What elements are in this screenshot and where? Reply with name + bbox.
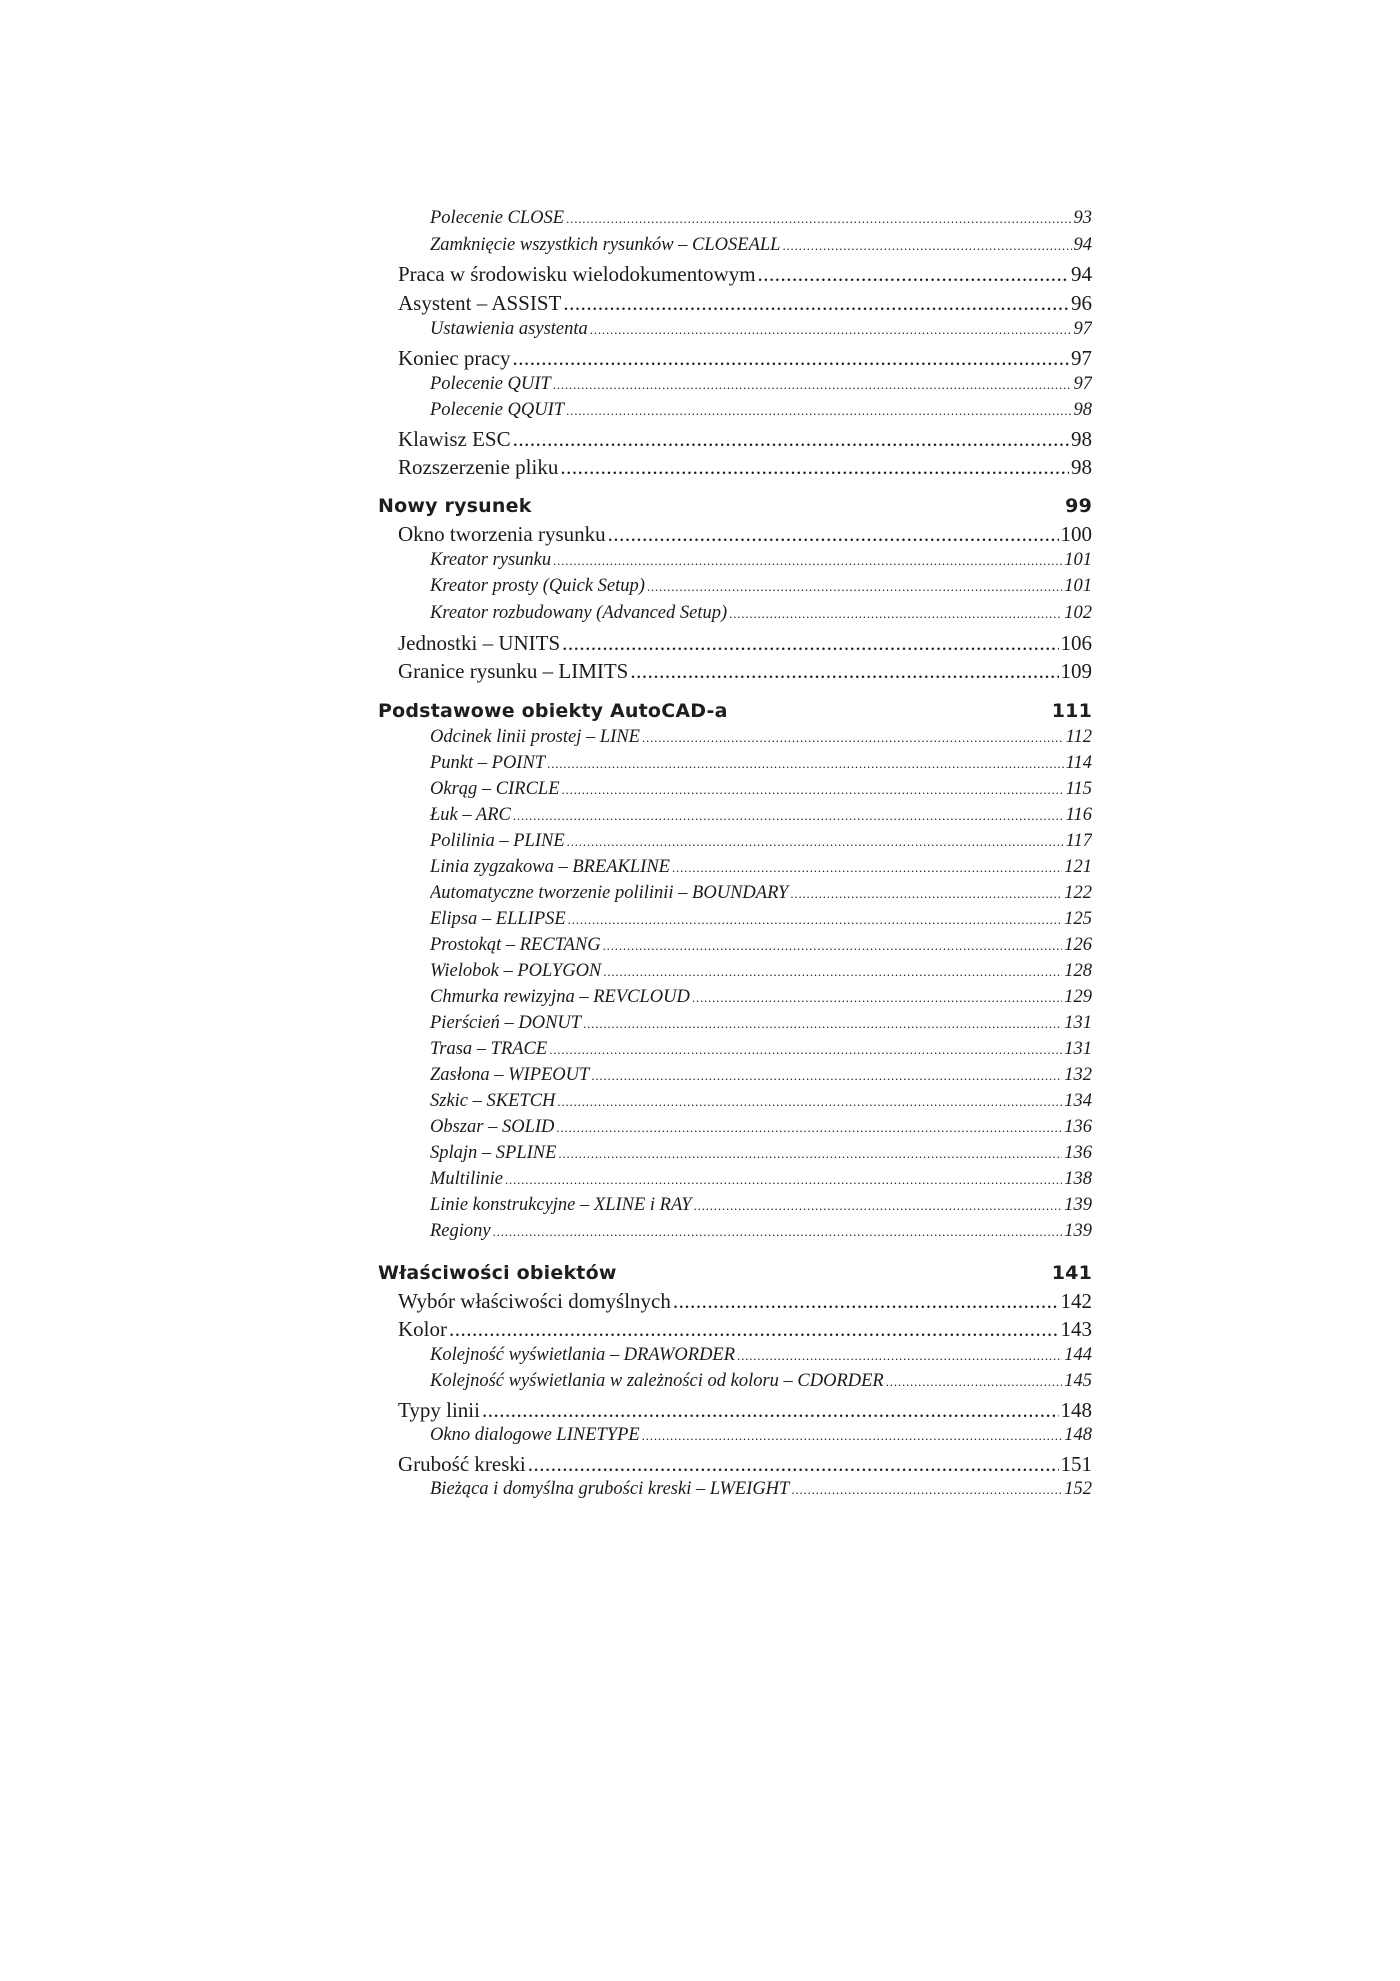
- entry-title: Jednostki – UNITS: [398, 631, 561, 655]
- dot-leader: [513, 427, 1069, 452]
- toc-entry: [398, 522, 1092, 548]
- entry-page-number: 94: [1071, 262, 1092, 286]
- entry-title: Regiony: [430, 1221, 491, 1241]
- dot-leader: [591, 1068, 1062, 1084]
- dot-leader: [603, 964, 1062, 980]
- dot-leader: [642, 1428, 1063, 1444]
- toc-entry: [430, 857, 1092, 879]
- entry-title: Linie konstrukcyjne – XLINE i RAY: [430, 1195, 692, 1215]
- entry-title: Multilinie: [430, 1169, 503, 1189]
- dot-leader: [556, 1120, 1062, 1136]
- entry-title: Kolejność wyświetlania – DRAWORDER: [430, 1345, 736, 1365]
- entry-page-number: 97: [1073, 374, 1092, 394]
- entry-page-number: 101: [1064, 576, 1092, 596]
- toc-entry: [430, 1143, 1092, 1165]
- toc-chapter-heading: [378, 495, 1092, 521]
- entry-title: Kreator prosty (Quick Setup): [430, 576, 645, 596]
- entry-title: Łuk – ARC: [430, 805, 511, 825]
- toc-entry: [398, 1452, 1092, 1478]
- toc-entry: [430, 319, 1092, 341]
- toc-entry: [398, 659, 1092, 685]
- dot-leader: [692, 990, 1062, 1006]
- entry-title: Automatyczne tworzenie polilinii – BOUNDARY: [430, 883, 789, 903]
- entry-page-number: 115: [1065, 779, 1092, 799]
- toc-chapter-heading: [378, 1262, 1092, 1288]
- entry-page-number: 148: [1060, 1398, 1092, 1422]
- entry-page-number: 112: [1065, 727, 1092, 747]
- entry-title: Okrąg – CIRCLE: [430, 779, 560, 799]
- entry-page-number: 128: [1064, 961, 1092, 981]
- entry-page-number: 136: [1064, 1117, 1092, 1137]
- dot-leader: [493, 1224, 1063, 1240]
- toc-entry: [398, 455, 1092, 481]
- toc-entry: [430, 831, 1092, 853]
- entry-page-number: 152: [1064, 1479, 1092, 1499]
- dot-leader: [729, 606, 1062, 622]
- toc-entry: [398, 631, 1092, 657]
- dot-leader: [758, 262, 1069, 287]
- dot-leader: [630, 659, 1058, 684]
- toc-entry: [398, 1317, 1092, 1343]
- entry-page-number: 132: [1064, 1065, 1092, 1085]
- entry-title: Wielobok – POLYGON: [430, 961, 602, 981]
- dot-leader: [583, 1016, 1062, 1032]
- toc-entry: [430, 935, 1092, 957]
- entry-page-number: 93: [1073, 208, 1092, 228]
- entry-page-number: 129: [1064, 987, 1092, 1007]
- toc-entry: [430, 550, 1092, 572]
- entry-title: Zasłona – WIPEOUT: [430, 1065, 590, 1085]
- entry-page-number: 106: [1060, 631, 1092, 655]
- entry-title: Pierścień – DONUT: [430, 1013, 582, 1033]
- entry-title: Szkic – SKETCH: [430, 1091, 556, 1111]
- entry-title: Okno tworzenia rysunku: [398, 522, 606, 546]
- toc-entry: [430, 961, 1092, 983]
- toc-entry: [430, 400, 1092, 422]
- toc-entry: [430, 603, 1092, 625]
- dot-leader: [608, 522, 1059, 547]
- entry-page-number: 102: [1064, 603, 1092, 623]
- toc-chapter-heading: [378, 700, 1092, 726]
- toc-entry: [430, 805, 1092, 827]
- entry-page-number: 141: [1051, 1262, 1092, 1284]
- toc-entry: [430, 753, 1092, 775]
- entry-page-number: 145: [1064, 1371, 1092, 1391]
- entry-title: Nowy rysunek: [378, 495, 532, 517]
- entry-title: Grubość kreski: [398, 1452, 526, 1476]
- toc-entry: [430, 727, 1092, 749]
- entry-page-number: 96: [1071, 291, 1092, 315]
- toc-entry: [430, 1221, 1092, 1243]
- entry-page-number: 138: [1064, 1169, 1092, 1189]
- entry-title: Odcinek linii prostej – LINE: [430, 727, 640, 747]
- entry-page-number: 126: [1064, 935, 1092, 955]
- dot-leader: [603, 938, 1063, 954]
- entry-title: Polecenie CLOSE: [430, 208, 565, 228]
- toc-entry: [430, 1479, 1092, 1501]
- toc-entry: [398, 291, 1092, 317]
- toc-entry: [430, 374, 1092, 396]
- dot-leader: [547, 756, 1064, 772]
- entry-page-number: 98: [1071, 455, 1092, 479]
- entry-page-number: 121: [1064, 857, 1092, 877]
- entry-title: Linia zygzakowa – BREAKLINE: [430, 857, 670, 877]
- entry-title: Zamknięcie wszystkich rysunków – CLOSEALL: [430, 235, 781, 255]
- toc-entry: [430, 987, 1092, 1009]
- entry-title: Polilinia – PLINE: [430, 831, 565, 851]
- dot-leader: [642, 730, 1064, 746]
- dot-leader: [566, 403, 1071, 419]
- entry-page-number: 122: [1064, 883, 1092, 903]
- entry-page-number: 100: [1060, 522, 1092, 546]
- entry-title: Elipsa – ELLIPSE: [430, 909, 566, 929]
- entry-page-number: 97: [1073, 319, 1092, 339]
- dot-leader: [694, 1198, 1063, 1214]
- toc-entry: [398, 262, 1092, 288]
- entry-page-number: 136: [1064, 1143, 1092, 1163]
- dot-leader: [562, 631, 1058, 656]
- entry-page-number: 98: [1073, 400, 1092, 420]
- entry-title: Polecenie QUIT: [430, 374, 551, 394]
- dot-leader: [562, 782, 1064, 798]
- toc-entry: [430, 1039, 1092, 1061]
- entry-page-number: 99: [1065, 495, 1092, 517]
- entry-page-number: 142: [1060, 1289, 1092, 1313]
- entry-title: Trasa – TRACE: [430, 1039, 548, 1059]
- entry-page-number: 116: [1065, 805, 1092, 825]
- toc-entry: [430, 883, 1092, 905]
- dot-leader: [790, 886, 1062, 902]
- dot-leader: [557, 1094, 1062, 1110]
- entry-page-number: 117: [1065, 831, 1092, 851]
- toc-entry: [398, 346, 1092, 372]
- entry-title: Prostokąt – RECTANG: [430, 935, 601, 955]
- entry-page-number: 101: [1064, 550, 1092, 570]
- entry-title: Koniec pracy: [398, 346, 511, 370]
- toc-entry: [430, 1013, 1092, 1035]
- entry-title: Typy linii: [398, 1398, 480, 1422]
- entry-title: Rozszerzenie pliku: [398, 455, 559, 479]
- toc-entry: [430, 235, 1092, 257]
- toc-entry: [430, 1371, 1092, 1393]
- entry-page-number: 114: [1065, 753, 1092, 773]
- dot-leader: [647, 579, 1062, 595]
- entry-title: Bieżąca i domyślna grubości kreski – LWEIGHT: [430, 1479, 790, 1499]
- entry-title: Kolejność wyświetlania w zależności od koloru – CDORDER: [430, 1371, 884, 1391]
- toc-entry: [430, 1091, 1092, 1113]
- toc-entry: [430, 909, 1092, 931]
- dot-leader: [782, 238, 1071, 254]
- toc-entry: [398, 1398, 1092, 1424]
- dot-leader: [568, 912, 1063, 928]
- toc-entry: [430, 1425, 1092, 1447]
- entry-title: Podstawowe obiekty AutoCAD-a: [378, 700, 728, 722]
- dot-leader: [553, 553, 1062, 569]
- entry-page-number: 139: [1064, 1195, 1092, 1215]
- entry-title: Splajn – SPLINE: [430, 1143, 557, 1163]
- toc-entry: [430, 208, 1092, 230]
- toc-entry: [430, 1169, 1092, 1191]
- dot-leader: [566, 211, 1071, 227]
- toc-entry: [430, 1345, 1092, 1367]
- dot-leader: [505, 1172, 1062, 1188]
- entry-page-number: 125: [1064, 909, 1092, 929]
- entry-page-number: 144: [1064, 1345, 1092, 1365]
- entry-title: Asystent – ASSIST: [398, 291, 562, 315]
- dot-leader: [673, 1289, 1059, 1314]
- entry-page-number: 134: [1064, 1091, 1092, 1111]
- toc-entry: [398, 1289, 1092, 1315]
- dot-leader: [449, 1317, 1059, 1342]
- entry-page-number: 111: [1051, 700, 1092, 722]
- entry-title: Polecenie QQUIT: [430, 400, 565, 420]
- dot-leader: [567, 834, 1064, 850]
- dot-leader: [513, 346, 1069, 371]
- dot-leader: [886, 1374, 1063, 1390]
- toc-entry: [430, 779, 1092, 801]
- entry-title: Ustawienia asystenta: [430, 319, 588, 339]
- entry-page-number: 109: [1060, 659, 1092, 683]
- entry-page-number: 151: [1060, 1452, 1092, 1476]
- dot-leader: [560, 455, 1069, 480]
- toc-entry: [430, 1117, 1092, 1139]
- dot-leader: [553, 377, 1072, 393]
- entry-page-number: 131: [1064, 1039, 1092, 1059]
- entry-title: Chmurka rewizyjna – REVCLOUD: [430, 987, 690, 1007]
- entry-title: Kreator rozbudowany (Advanced Setup): [430, 603, 728, 623]
- entry-title: Właściwości obiektów: [378, 1262, 617, 1284]
- toc-entry: [430, 1065, 1092, 1087]
- entry-title: Obszar – SOLID: [430, 1117, 555, 1137]
- toc-entry: [430, 576, 1092, 598]
- toc-entry: [398, 427, 1092, 453]
- entry-page-number: 98: [1071, 427, 1092, 451]
- entry-page-number: 131: [1064, 1013, 1092, 1033]
- dot-leader: [513, 808, 1064, 824]
- entry-page-number: 94: [1073, 235, 1092, 255]
- entry-title: Granice rysunku – LIMITS: [398, 659, 629, 683]
- entry-title: Klawisz ESC: [398, 427, 511, 451]
- entry-title: Kolor: [398, 1317, 447, 1341]
- dot-leader: [528, 1452, 1059, 1477]
- entry-title: Kreator rysunku: [430, 550, 552, 570]
- entry-page-number: 97: [1071, 346, 1092, 370]
- dot-leader: [737, 1348, 1062, 1364]
- entry-page-number: 143: [1060, 1317, 1092, 1341]
- entry-page-number: 148: [1064, 1425, 1092, 1445]
- entry-title: Praca w środowisku wielodokumentowym: [398, 262, 756, 286]
- dot-leader: [791, 1482, 1062, 1498]
- entry-title: Wybór właściwości domyślnych: [398, 1289, 671, 1313]
- dot-leader: [672, 860, 1062, 876]
- entry-title: Punkt – POINT: [430, 753, 546, 773]
- toc-entry: [430, 1195, 1092, 1217]
- entry-page-number: 139: [1064, 1221, 1092, 1241]
- dot-leader: [549, 1042, 1062, 1058]
- dot-leader: [482, 1398, 1059, 1423]
- dot-leader: [558, 1146, 1062, 1162]
- dot-leader: [590, 322, 1072, 338]
- dot-leader: [563, 291, 1069, 316]
- entry-title: Okno dialogowe LINETYPE: [430, 1425, 640, 1445]
